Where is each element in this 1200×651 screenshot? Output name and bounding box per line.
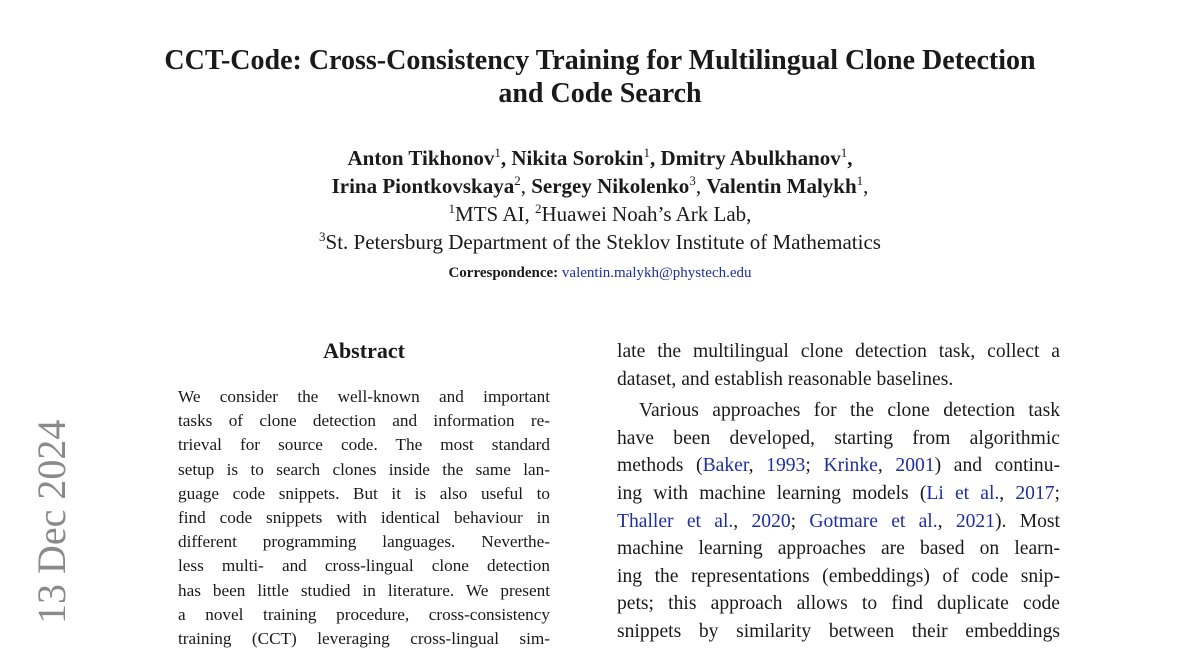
citation-link[interactable]: Baker bbox=[702, 455, 749, 477]
abstract-line: training (CCT) leveraging cross-lingual sim- bbox=[178, 629, 550, 649]
affiliation-line: $^3$St. Petersburg Department of the Steklov Institute of Mathematics bbox=[319, 229, 881, 254]
abstract-line: less multi- and cross-lingual clone detection bbox=[178, 556, 550, 576]
citation-link[interactable]: Thaller et al. bbox=[617, 510, 734, 532]
body-line: Thaller et al., 2020; Gotmare et al., 2021). Most bbox=[617, 510, 1060, 532]
citation-link[interactable]: 2017 bbox=[1015, 482, 1055, 504]
abstract-line: a novel training procedure, cross-consistency bbox=[178, 604, 550, 624]
citation-link[interactable]: 2001 bbox=[895, 455, 935, 477]
citation-link[interactable]: Gotmare et al. bbox=[809, 510, 938, 532]
abstract-line: setup is to search clones inside the same lan- bbox=[178, 459, 550, 479]
abstract-line: tasks of clone detection and information re- bbox=[178, 411, 550, 431]
abstract-line: trieval for source code. The most standard bbox=[178, 435, 550, 455]
body-paragraph bbox=[617, 338, 1060, 393]
citation-link[interactable]: 2021 bbox=[955, 510, 996, 532]
body-line: ing with machine learning models (Li et al., 2017; bbox=[617, 482, 1060, 504]
paper-title bbox=[130, 44, 1070, 110]
body-column-right bbox=[617, 338, 1060, 646]
citation-link[interactable]: Krinke bbox=[823, 455, 878, 477]
arxiv-side-stamp bbox=[29, 416, 74, 626]
correspondence-label: Correspondence: bbox=[448, 265, 559, 281]
body-line: pets; this approach allows to find duplicate code bbox=[617, 593, 1060, 615]
body-line: machine learning approaches are based on learn- bbox=[617, 538, 1060, 560]
author-name: Irina Piontkovskaya bbox=[331, 174, 515, 198]
body-paragraph bbox=[617, 397, 1060, 645]
citation-link[interactable]: Li et al. bbox=[926, 482, 1000, 504]
abstract-line: has been little studied in literature. We present bbox=[178, 580, 550, 600]
body-line: snippets by similarity between their embeddings bbox=[617, 620, 1060, 642]
body-line: ing the representations (embeddings) of code snip- bbox=[617, 565, 1060, 587]
body-line: Various approaches for the clone detection task bbox=[639, 400, 1060, 422]
author-name: Nikita Sorokin bbox=[511, 146, 644, 170]
author-block bbox=[150, 144, 1050, 256]
abstract-line: We consider the well-known and important bbox=[178, 387, 550, 406]
citation-link[interactable]: 1993 bbox=[766, 455, 806, 477]
citation-link[interactable]: 2020 bbox=[751, 510, 791, 532]
correspondence bbox=[150, 263, 1050, 283]
author-name: Dmitry Abulkhanov bbox=[660, 146, 841, 170]
correspondence-email-link[interactable]: valentin.malykh@phystech.edu bbox=[561, 265, 752, 281]
abstract-heading: Abstract bbox=[323, 338, 405, 363]
abstract-line: different programming languages. Neverthe- bbox=[178, 532, 550, 552]
title-line: CCT-Code: Cross-Consistency Training for Multilingual Clone Detection bbox=[164, 45, 1036, 76]
abstract-line: find code snippets with identical behaviour in bbox=[178, 508, 550, 528]
abstract-body bbox=[178, 385, 550, 651]
author-line: Irina Piontkovskaya$^2$, Sergey Nikolenko$^3$, Valentin Malykh$^1$, bbox=[331, 173, 869, 198]
body-line: late the multilingual clone detection task, collect a bbox=[617, 341, 1060, 362]
title-line: and Code Search bbox=[498, 78, 702, 109]
body-line: dataset, and establish reasonable baselines. bbox=[617, 368, 954, 390]
arxiv-date: 13 Dec 2024 bbox=[29, 419, 74, 624]
author-name: Anton Tikhonov bbox=[347, 146, 495, 170]
author-line: Anton Tikhonov$^1$, Nikita Sorokin$^1$, Dmitry Abulkhanov$^1$, bbox=[347, 145, 853, 170]
affiliation-line: $^1$MTS AI, $^2$Huawei Noah’s Ark Lab, bbox=[448, 201, 752, 226]
body-line: methods (Baker, 1993; Krinke, 2001) and continu- bbox=[617, 455, 1061, 477]
abstract-line: guage code snippets. But it is also useful to bbox=[178, 483, 550, 503]
author-name: Valentin Malykh bbox=[706, 174, 857, 198]
author-name: Sergey Nikolenko bbox=[531, 174, 690, 198]
body-line: have been developed, starting from algorithmic bbox=[617, 427, 1060, 449]
